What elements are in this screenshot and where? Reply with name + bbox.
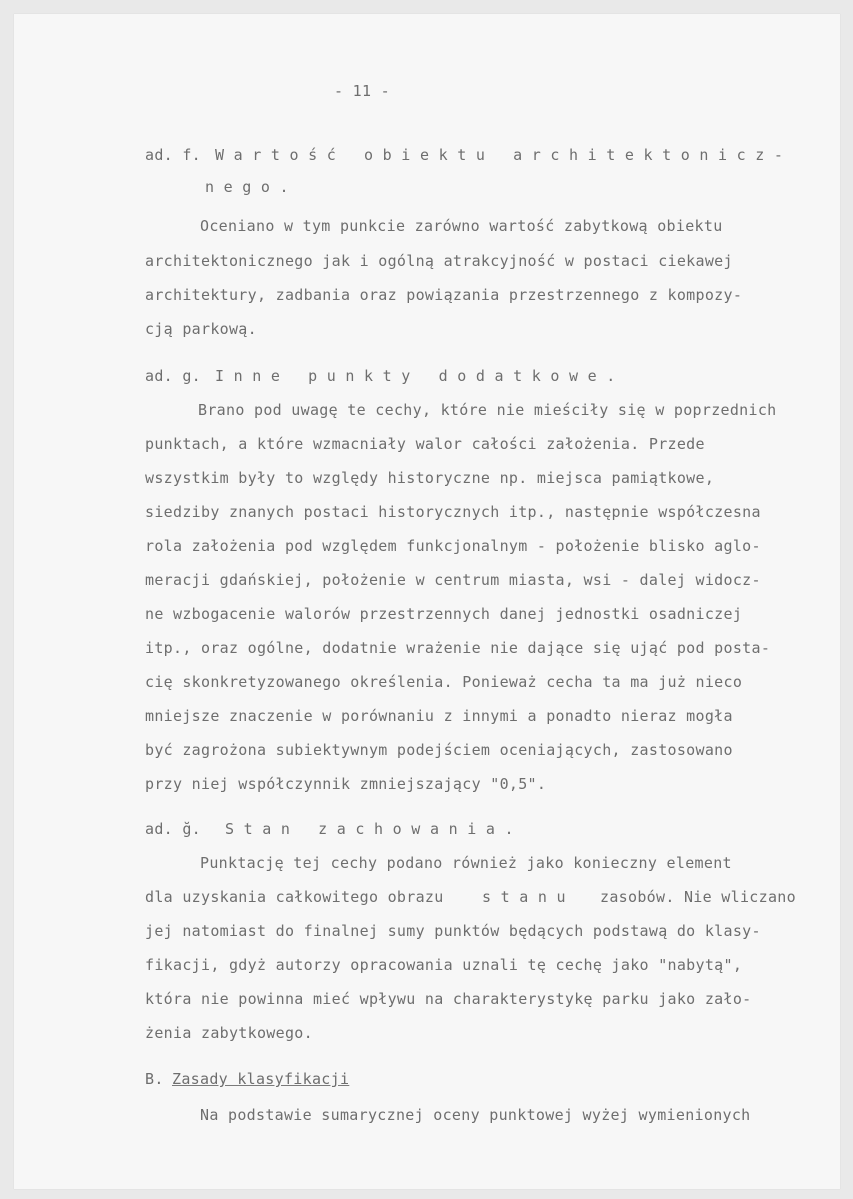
section-h-line: jej natomiast do finalnej sumy punktów będących podstawą do klasy- (145, 922, 761, 940)
section-f-heading-line1: Wartość obiektu architektonicz- (215, 146, 793, 164)
section-f-line: cją parkową. (145, 320, 257, 338)
section-g-line: ne wzbogacenie walorów przestrzennych danej jednostki osadniczej (145, 605, 743, 623)
section-g-line: punktach, a które wzmacniały walor całości założenia. Przede (145, 435, 705, 453)
section-h-line: żenia zabytkowego. (145, 1024, 313, 1042)
section-g-marker: ad. g. (145, 367, 201, 385)
section-g-line: Brano pod uwagę te cechy, które nie mieściły się w poprzednich (198, 401, 777, 419)
section-b-heading: Zasady klasyfikacji (172, 1070, 350, 1088)
section-h-heading: Stan zachowania. (225, 820, 524, 838)
section-f-line: Oceniano w tym punkcie zarówno wartość zabytkową obiektu (200, 217, 723, 235)
section-h-line-tail: zasobów. Nie wliczano (600, 888, 796, 906)
page-number: - 11 - (334, 82, 390, 100)
section-h-line: fikacji, gdyż autorzy opracowania uznali tę cechę jako "nabytą", (145, 956, 743, 974)
section-g-line: siedziby znanych postaci historycznych itp., następnie współczesna (145, 503, 761, 521)
section-h-spaced-word: stanu (482, 888, 576, 906)
section-f-heading-line2: nego. (205, 178, 299, 196)
section-g-line: rola założenia pod względem funkcjonalnym - położenie blisko aglo- (145, 537, 761, 555)
section-h-line: Punktację tej cechy podano również jako konieczny element (200, 854, 732, 872)
section-h-line: która nie powinna mieć wpływu na charakterystykę parku jako zało- (145, 990, 752, 1008)
section-f-marker: ad. f. (145, 146, 201, 164)
section-g-line: itp., oraz ogólne, dodatnie wrażenie nie dające się ująć pod posta- (145, 639, 771, 657)
section-g-line: być zagrożona subiektywnym podejściem oceniających, zastosowano (145, 741, 733, 759)
section-g-line: wszystkim były to względy historyczne np. miejsca pamiątkowe, (145, 469, 715, 487)
section-b-marker: B. (145, 1070, 164, 1088)
section-b-line: Na podstawie sumarycznej oceny punktowej wyżej wymienionych (200, 1106, 751, 1124)
section-g-line: cię skonkretyzowanego określenia. Ponieważ cecha ta ma już nieco (145, 673, 743, 691)
section-f-line: architektury, zadbania oraz powiązania przestrzennego z kompozy- (145, 286, 743, 304)
section-g-line: meracji gdańskiej, położenie w centrum miasta, wsi - dalej widocz- (145, 571, 761, 589)
document-page (14, 14, 840, 1189)
section-f-line: architektonicznego jak i ogólną atrakcyjność w postaci ciekawej (145, 252, 733, 270)
section-g-heading: Inne punkty dodatkowe. (215, 367, 625, 385)
section-h-marker: ad. ğ. (145, 820, 201, 838)
section-g-line: przy niej współczynnik zmniejszający "0,5". (145, 775, 547, 793)
section-g-line: mniejsze znaczenie w porównaniu z innymi a ponadto nieraz mogła (145, 707, 733, 725)
section-h-line: dla uzyskania całkowitego obrazu (145, 888, 444, 906)
